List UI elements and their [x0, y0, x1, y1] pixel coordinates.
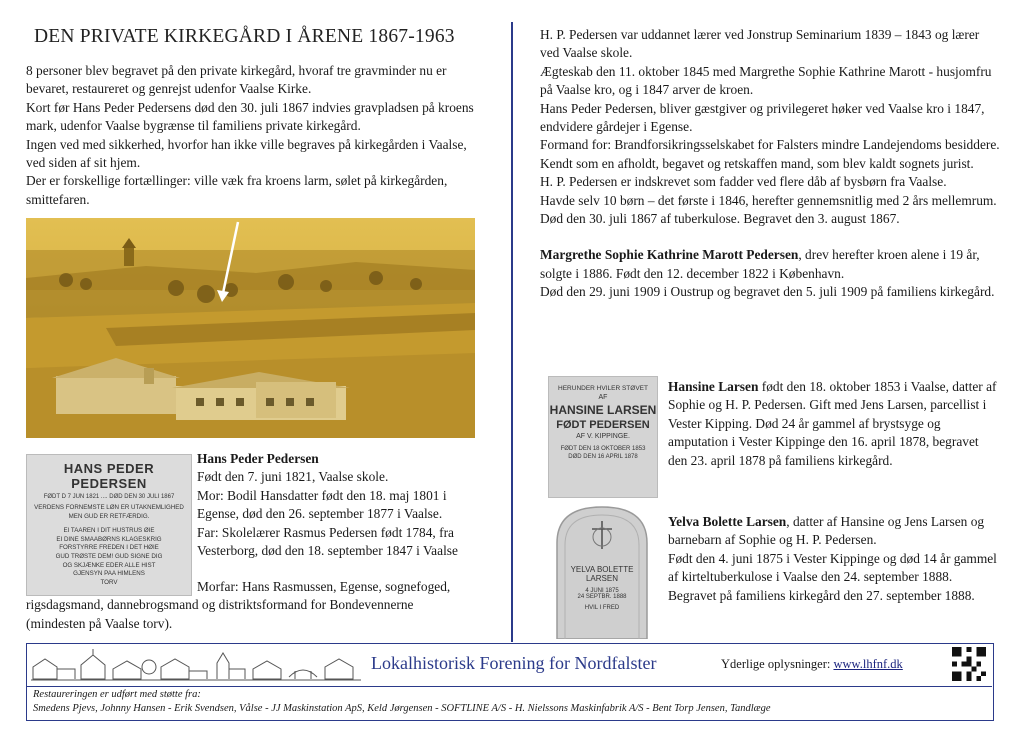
inscription-line: GUD TRØSTE DEM! GUD SIGNE DIG: [55, 552, 163, 560]
spacer: [540, 228, 1000, 246]
footer-banner: [27, 644, 992, 687]
qr-code-icon: [952, 647, 986, 681]
right-paragraph: Ægteskab den 11. oktober 1845 med Margrethe Sophie Kathrine Marott - husjomfru på Vaalse kro, og i 1847 arver de kroen.: [540, 63, 992, 98]
intro-paragraph: 8 personer blev begravet på den private kirkegård, hvoraf tre gravminder nu er bevaret, restaureret og genrejst udenfor Vaalse Kirke.: [26, 63, 447, 97]
inscription-line: OG SKJÆNKE EDER ALLE HIST: [62, 561, 156, 569]
gravestone-hansine-larsen: [548, 376, 658, 498]
support-label: Restaureringen er udført med støtte fra:: [33, 689, 201, 700]
right-paragraph: Formand for: Brandforsikringsselskabet for Falsters mindre Landejendoms besiddere. Kendt som en afholdt, begavet og retskaffen mand, som blev kaldt sognets jurist.: [540, 137, 1000, 171]
intro-paragraph: Der er forskellige fortællinger: ville væk fra kroens larm, sølet på kirkegården, smittefaren.: [26, 173, 448, 207]
stone3-inscription: [555, 565, 649, 611]
org-name: Lokalhistorisk Forening for Nordfalster: [371, 653, 657, 673]
inscription-line: TORV: [100, 578, 118, 586]
hpp-morfar: Morfar: Hans Rasmussen, Egense, sognefoged, rigsdagsmand, dannebrogsmand og distriktsformand for Bondevennerne (mindesten på Vaalse torv).: [26, 579, 451, 631]
hansine-block: [668, 378, 998, 470]
inscription-line: FØDT PEDERSEN: [556, 419, 650, 431]
hpp-mor: Mor: Bodil Hansdatter født den 18. maj 1801 i Egense, død den 26. september 1877 i Vaalse.: [197, 487, 447, 522]
stone-inscription: [27, 504, 191, 587]
gravestone-hans-peder-pedersen: [26, 454, 192, 596]
landscape-photo: [26, 218, 475, 438]
yelva-block: [668, 513, 998, 605]
stone-name: HANS PEDER PEDERSEN: [63, 461, 155, 491]
inscription-line: MEN GUD ER RETFÆRDIG.: [68, 512, 150, 520]
margrethe-name: Margrethe Sophie Kathrine Marott Pedersen: [540, 247, 799, 263]
more-info: [721, 657, 903, 672]
hpp-born: Født den 7. juni 1821, Vaalse skole.: [197, 469, 389, 485]
inscription-line: DØD DEN 16 APRIL 1878: [568, 454, 638, 460]
inscription-line: 24 SEPTBR. 1888: [577, 594, 627, 600]
inscription-line: YELVA BOLETTE: [570, 565, 634, 574]
right-paragraph: Hans Peder Pedersen, bliver gæstgiver og privilegeret høker ved Vaalse kro i 1847, endvidere gårdejer i Egense.: [540, 100, 985, 135]
inscription-line: HERUNDER HVILER STØVET: [558, 385, 648, 392]
inscription-line: AF: [598, 394, 608, 401]
hansine-text: født den 18. oktober 1853 i Vaalse, datter af Sophie og H. P. Pedersen. Gift med Jens Larsen, parcellist i Vester Kipping. Død 24 år gammel af brystsyge og amputation i Vester Kippinge den 16. april 1878, begravet den 23. april 1878 på familiens kirkegård.: [668, 379, 997, 468]
hansine-name: Hansine Larsen: [668, 379, 759, 394]
page-title: DEN PRIVATE KIRKEGÅRD I ÅRENE 1867-1963: [34, 26, 455, 47]
sponsors-list: Smedens Pjevs, Johnny Hansen - Erik Svendsen, Vålse - JJ Maskinstation ApS, Keld Jørgensen - SOFTLINE A/S - H. Nielssons Maskinfabrik A/S - Bent Torp Jensen, Tandlæge: [33, 703, 771, 714]
landscape-illustration: [26, 218, 475, 438]
inscription-line: HANSINE LARSEN: [549, 403, 657, 417]
stone-dates: FØDT D 7 JUN 1821 .... DØD DEN 30 JULI 1867: [43, 494, 175, 500]
inscription-line: LARSEN: [585, 574, 618, 583]
inscription-line: VERDENS FORNEMSTE LØN ER UTAKNEMLIGHED: [34, 504, 184, 511]
right-paragraph: Havde selv 10 børn – det første i 1846, herefter gennemsnitlig med 2 års mellemrum.: [540, 192, 997, 208]
inscription-line: 4 JUNI 1875: [585, 588, 619, 594]
hpp-far: Far: Skolelærer Rasmus Pedersen født 1784, fra Vesterborg, død den 18. september 1847 i Vaalse: [197, 524, 458, 559]
more-info-label: Yderlige oplysninger:: [721, 657, 831, 671]
hpp-block: [197, 450, 477, 560]
margrethe-text: , drev herefter kroen alene i 19 år, solgte i 1886. Født den 12. december 1822 i København.: [540, 247, 980, 281]
margrethe-paragraph: [540, 246, 1000, 283]
hpp-name: Hans Peder Pedersen: [197, 451, 319, 466]
yelva-name: Yelva Bolette Larsen: [668, 514, 787, 529]
footer: [26, 643, 994, 721]
hpp-morfar-block: [26, 578, 476, 633]
inscription-line: EI DINE SMAABØRNS KLAGESKRIG: [56, 535, 162, 543]
right-paragraph: H. P. Pedersen var uddannet lærer ved Jonstrup Seminarium 1839 – 1843 og lærer ved Vaalse skole.: [540, 27, 980, 61]
website-link[interactable]: www.lhfnf.dk: [833, 657, 903, 671]
right-paragraph: Død den 30. juli 1867 af tuberkulose. Begravet den 3. august 1867.: [540, 211, 900, 227]
inscription-line: HVIL I FRED: [584, 605, 620, 611]
inscription-line: GJENSYN PAA HIMLENS: [73, 570, 145, 578]
intro-paragraph: Ingen ved med sikkerhed, hvorfor han ikke ville begraves på kirkegården i Vaalse, ved siden af sit hjem.: [26, 136, 467, 171]
village-sketch-icon: [31, 647, 361, 683]
intro-paragraph: Kort før Hans Peder Pedersens død den 30. juli 1867 indvies gravpladsen på kroens mark, udenfor Vaalse bygrænse til familiens private kirkegård.: [26, 99, 474, 134]
support-text: [33, 688, 771, 716]
yelva-born: Født den 4. juni 1875 i Vester Kippinge og død 14 år gammel af kirteltuberkulose i Vaalse den 24. september 1888.: [668, 550, 997, 585]
inscription-line: FØDT DEN 18 OKTOBER 1853: [560, 446, 646, 452]
inscription-line: EI TAAREN I DIT HUSTRUS ØIE: [63, 527, 155, 535]
right-paragraph: H. P. Pedersen er indskrevet som fadder ved flere dåb af bysbørn fra Vaalse.: [540, 174, 947, 190]
yelva-text: , datter af Hansine og Jens Larsen og barnebarn af Sophie og H. P. Pedersen.: [668, 514, 985, 548]
gravestone-yelva-larsen: [555, 505, 649, 639]
yelva-buried: Begravet på familiens kirkegård den 27. september 1888.: [668, 587, 975, 603]
column-divider: [511, 22, 513, 642]
intro-text: [26, 62, 476, 209]
right-column-text: [540, 26, 1000, 302]
inscription-line: AF V. KIPPINGE.: [576, 433, 630, 440]
margrethe-death: Død den 29. juni 1909 i Oustrup og begravet den 5. juli 1909 på familiens kirkegård.: [540, 284, 995, 300]
inscription-line: FORSTYRRE FREDEN I DET HØIE: [59, 544, 159, 552]
